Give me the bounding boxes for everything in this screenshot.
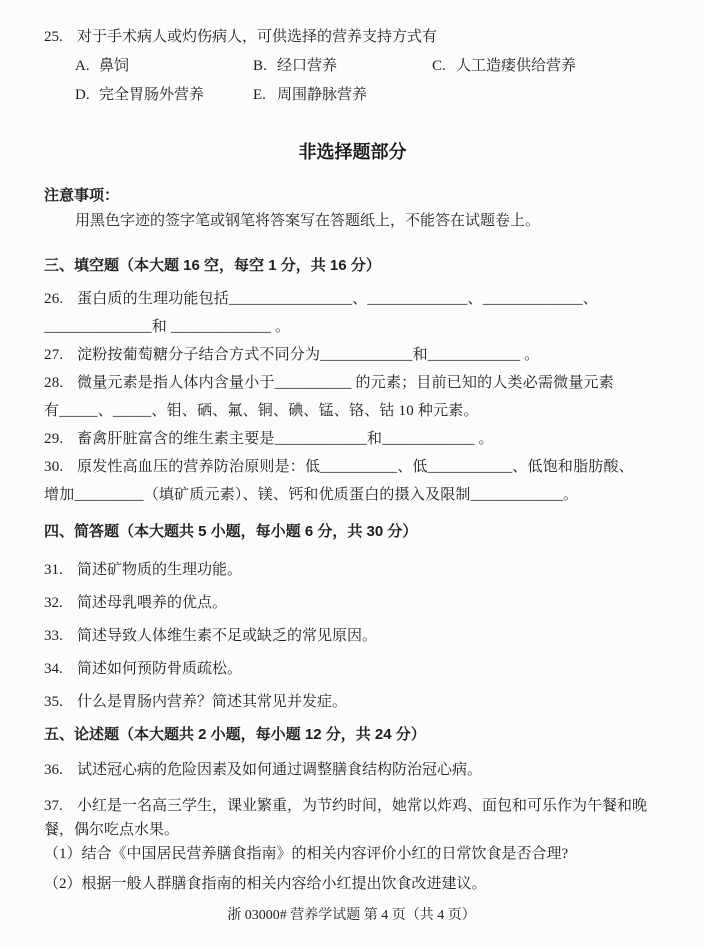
option-d-text: 完全胃肠外营养 (99, 87, 205, 103)
page-footer: 浙 03000# 营养学试题 第 4 页（共 4 页） (227, 908, 476, 923)
question-28-line-1 (44, 369, 661, 397)
notice-body: 用黑色字迹的签字笔或钢笔将答案写在答题纸上，不能答在试题卷上。 (75, 213, 541, 229)
question-31-number: 31. (44, 562, 63, 578)
question-27 (44, 341, 661, 369)
section-5-heading: 五、论述题（本大题共 2 小题，每小题 12 分，共 24 分） (44, 726, 426, 743)
question-28 (44, 369, 661, 425)
question-37-text-1: 小红是一名高三学生，课业繁重，为节约时间，她常以炸鸡、面包和可乐作为午餐和晚 (77, 798, 648, 814)
question-28-text-1: 微量元素是指人体内含量小于__________ 的元素；目前已知的人类必需微量元素 (77, 375, 614, 391)
question-25-text: 对于手术病人或灼伤病人，可供选择的营养支持方式有 (77, 29, 438, 45)
option-c (432, 55, 576, 77)
question-37-sub-1: （1）结合《中国居民营养膳食指南》的相关内容评价小红的日常饮食是否合理? (44, 846, 569, 862)
question-25-stem (44, 26, 661, 48)
question-30-number: 30. (44, 459, 64, 475)
question-28-number: 28. (44, 375, 64, 391)
question-26-line-2: ______________和 _____________ 。 (44, 319, 291, 335)
question-32 (44, 594, 661, 613)
question-25-number: 25. (44, 29, 63, 45)
question-31-text: 简述矿物质的生理功能。 (77, 562, 243, 578)
question-35-text: 什么是胃肠内营养？简述其常见并发症。 (77, 694, 348, 710)
question-33 (44, 627, 661, 646)
question-34-text: 简述如何预防骨质疏松。 (77, 661, 243, 677)
question-36-line-1 (44, 758, 661, 782)
question-26-line-1 (44, 285, 661, 313)
question-37-sub-2: （2）根据一般人群膳食指南的相关内容给小红提出饮食改进建议。 (44, 876, 487, 892)
question-30-line-2: 增加_________（填矿质元素）、镁、钙和优质蛋白的摄入及限制____________。 (44, 487, 579, 503)
option-a-label: A. (75, 58, 90, 74)
question-26-text-1: 蛋白质的生理功能包括________________、_____________、_____________、 (77, 291, 599, 307)
question-26-number: 26. (44, 291, 64, 307)
option-b-label: B. (253, 58, 267, 74)
question-36-number: 36. (44, 762, 63, 778)
option-e-label: E. (253, 87, 266, 103)
question-37 (44, 794, 661, 896)
question-33-number: 33. (44, 628, 63, 644)
question-36-text: 试述冠心病的危险因素及如何通过调整膳食结构防治冠心病。 (77, 762, 483, 778)
question-29 (44, 425, 661, 453)
option-d (75, 84, 253, 106)
question-27-number: 27. (44, 347, 64, 363)
question-26 (44, 285, 661, 341)
question-27-text-1: 淀粉按葡萄糖分子结合方式不同分为____________和____________ 。 (77, 347, 540, 363)
question-29-number: 29. (44, 431, 64, 447)
question-36 (44, 758, 661, 782)
question-25-options-row-2 (44, 84, 661, 106)
question-29-line-1 (44, 425, 661, 453)
option-b (253, 55, 432, 77)
option-b-text: 经口营养 (277, 58, 338, 74)
option-a (75, 55, 253, 77)
question-35 (44, 693, 661, 712)
question-30-text-1: 原发性高血压的营养防治原则是：低__________、低___________、低饱和脂肪酸、 (77, 459, 634, 475)
option-e (253, 84, 367, 106)
notice (44, 185, 661, 233)
part-title: 非选择题部分 (298, 142, 407, 162)
question-29-text-1: 畜禽肝脏富含的维生素主要是____________和____________ 。 (77, 431, 494, 447)
question-34-number: 34. (44, 661, 63, 677)
question-35-number: 35. (44, 694, 63, 710)
section-4-heading: 四、简答题（本大题共 5 小题，每小题 6 分，共 30 分） (44, 523, 418, 540)
option-a-text: 鼻饲 (99, 58, 130, 74)
question-37-line-2: 餐，偶尔吃点水果。 (44, 822, 180, 838)
question-32-number: 32. (44, 595, 63, 611)
section-3-heading: 三、填空题（本大题 16 空，每空 1 分，共 16 分） (44, 257, 381, 274)
question-34 (44, 660, 661, 679)
question-31 (44, 561, 661, 580)
question-30 (44, 453, 661, 509)
question-25-options-row-1 (44, 55, 661, 77)
question-37-line-1 (44, 794, 661, 818)
question-33-text: 简述导致人体维生素不足或缺乏的常见原因。 (77, 628, 378, 644)
notice-title: 注意事项： (44, 187, 120, 204)
option-c-label: C. (432, 58, 446, 74)
question-30-line-1 (44, 453, 661, 481)
option-d-label: D. (75, 87, 90, 103)
question-32-text: 简述母乳喂养的优点。 (77, 595, 228, 611)
question-27-line-1 (44, 341, 661, 369)
option-c-text: 人工造瘘供给营养 (456, 58, 577, 74)
option-e-text: 周围静脉营养 (277, 87, 368, 103)
question-25 (44, 26, 661, 106)
question-28-line-2: 有_____、_____、钼、硒、氟、铜、碘、锰、铬、钴 10 种元素。 (44, 403, 479, 419)
question-37-number: 37. (44, 798, 63, 814)
